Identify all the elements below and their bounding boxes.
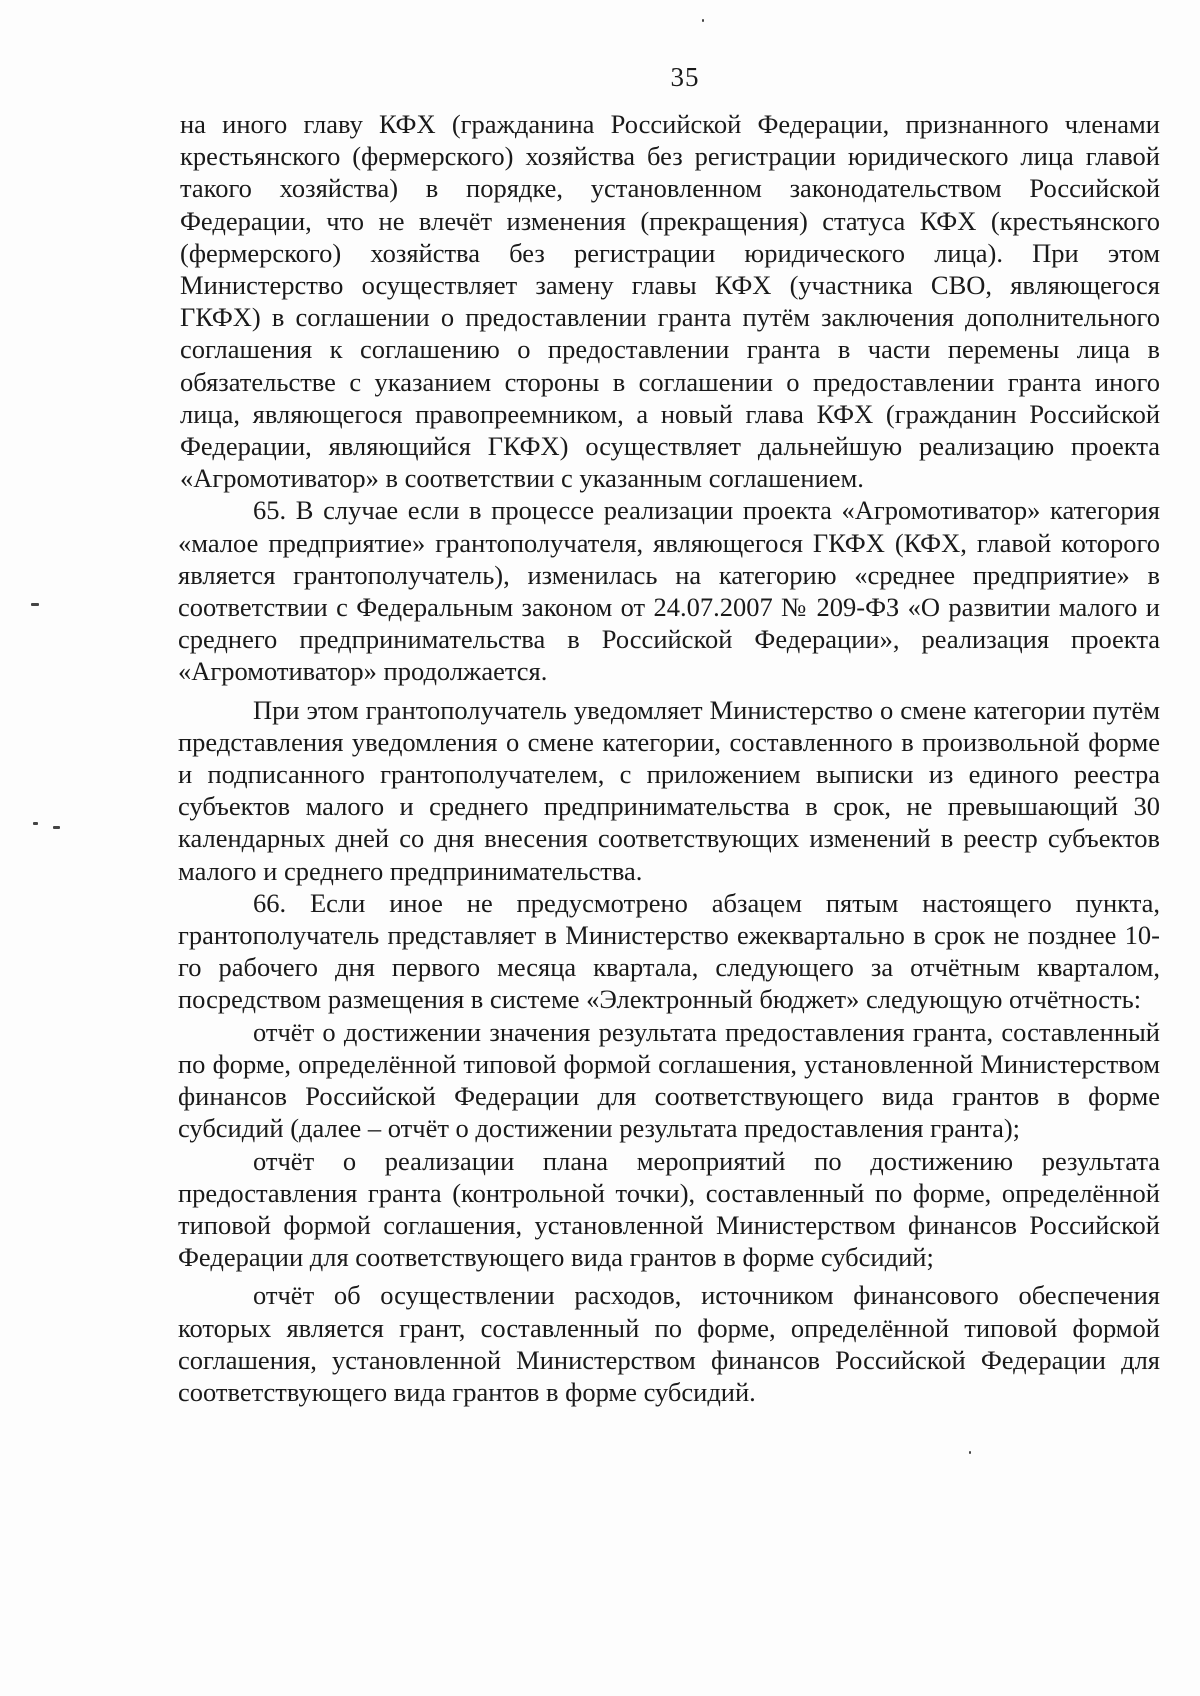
paragraph-65: 65. В случае если в процессе реализации проекта «Агромотиватор» категория «малое предприятие» грантополучателя, являющегося ГКФХ (КФХ, главой которого является грантополучатель), изменилась на категорию «среднее предприятие» в соответствии с Федеральным законом от 24.07.2007 № 209-ФЗ «О развитии малого и среднего предпринимательства в Российской Федерации», реализация проекта «Агромотиватор» продолжается.	[178, 495, 1160, 687]
document-body	[178, 108, 1160, 1408]
paragraph-notification: При этом грантополучатель уведомляет Министерство о смене категории путём представления уведомления о смене категории, составленного в произвольной форме и подписанного грантополучателем, с приложением выписки из единого реестра субъектов малого и среднего предпринимательства в срок, не превышающий 30 календарных дней со дня внесения соответствующих изменений в реестр субъектов малого и среднего предпринимательства.	[178, 694, 1160, 886]
scan-dot	[53, 826, 60, 829]
paragraph-66: 66. Если иное не предусмотрено абзацем пятым настоящего пункта, грантополучатель представляет в Министерство ежеквартально в срок не позднее 10-го рабочего дня первого месяца квартала, следующего за отчётным кварталом, посредством размещения в системе «Электронный бюджет» следующую отчётность:	[178, 887, 1160, 1015]
scan-dot	[702, 19, 704, 22]
scan-dot	[33, 822, 38, 825]
list-item-report-result: отчёт о достижении значения результата предоставления гранта, составленный по форме, определённой типовой формой соглашения, установленной Министерством финансов Российской Федерации для соответствующего вида грантов в форме субсидий (далее – отчёт о достижении результата предоставления гранта);	[178, 1016, 1160, 1144]
page-number: 35	[670, 62, 700, 92]
scan-dot	[969, 1451, 971, 1454]
list-item-report-plan: отчёт о реализации плана мероприятий по достижению результата предоставления гранта (контрольной точки), составленный по форме, определённой типовой формой соглашения, установленной Министерством финансов Российской Федерации для соответствующего вида грантов в форме субсидий;	[178, 1145, 1160, 1273]
list-item-report-expenses: отчёт об осуществлении расходов, источником финансового обеспечения которых является грант, составленный по форме, определённой типовой формой соглашения, установленной Министерством финансов Российской Федерации для соответствующего вида грантов в форме субсидий.	[178, 1280, 1160, 1407]
scan-dot	[31, 603, 39, 606]
paragraph-continuation: на иного главу КФХ (гражданина Российской Федерации, признанного членами крестьянского (фермерского) хозяйства без регистрации юридического лица главой такого хозяйства) в порядке, установленном законодательством Российской Федерации, что не влечёт изменения (прекращения) статуса КФХ (крестьянского (фермерского) хозяйства без регистрации юридического лица). При этом Министерство осуществляет замену главы КФХ (участника СВО, являющегося ГКФХ) в соглашении о предоставлении гранта путём заключения дополнительного соглашения к соглашению о предоставлении гранта в части перемены лица в обязательстве с указанием стороны в соглашении о предоставлении гранта иного лица, являющегося правопреемником, а новый глава КФХ (гражданин Российской Федерации, являющийся ГКФХ) осуществляет дальнейшую реализацию проекта «Агромотиватор» в соответствии с указанным соглашением.	[180, 109, 1160, 494]
